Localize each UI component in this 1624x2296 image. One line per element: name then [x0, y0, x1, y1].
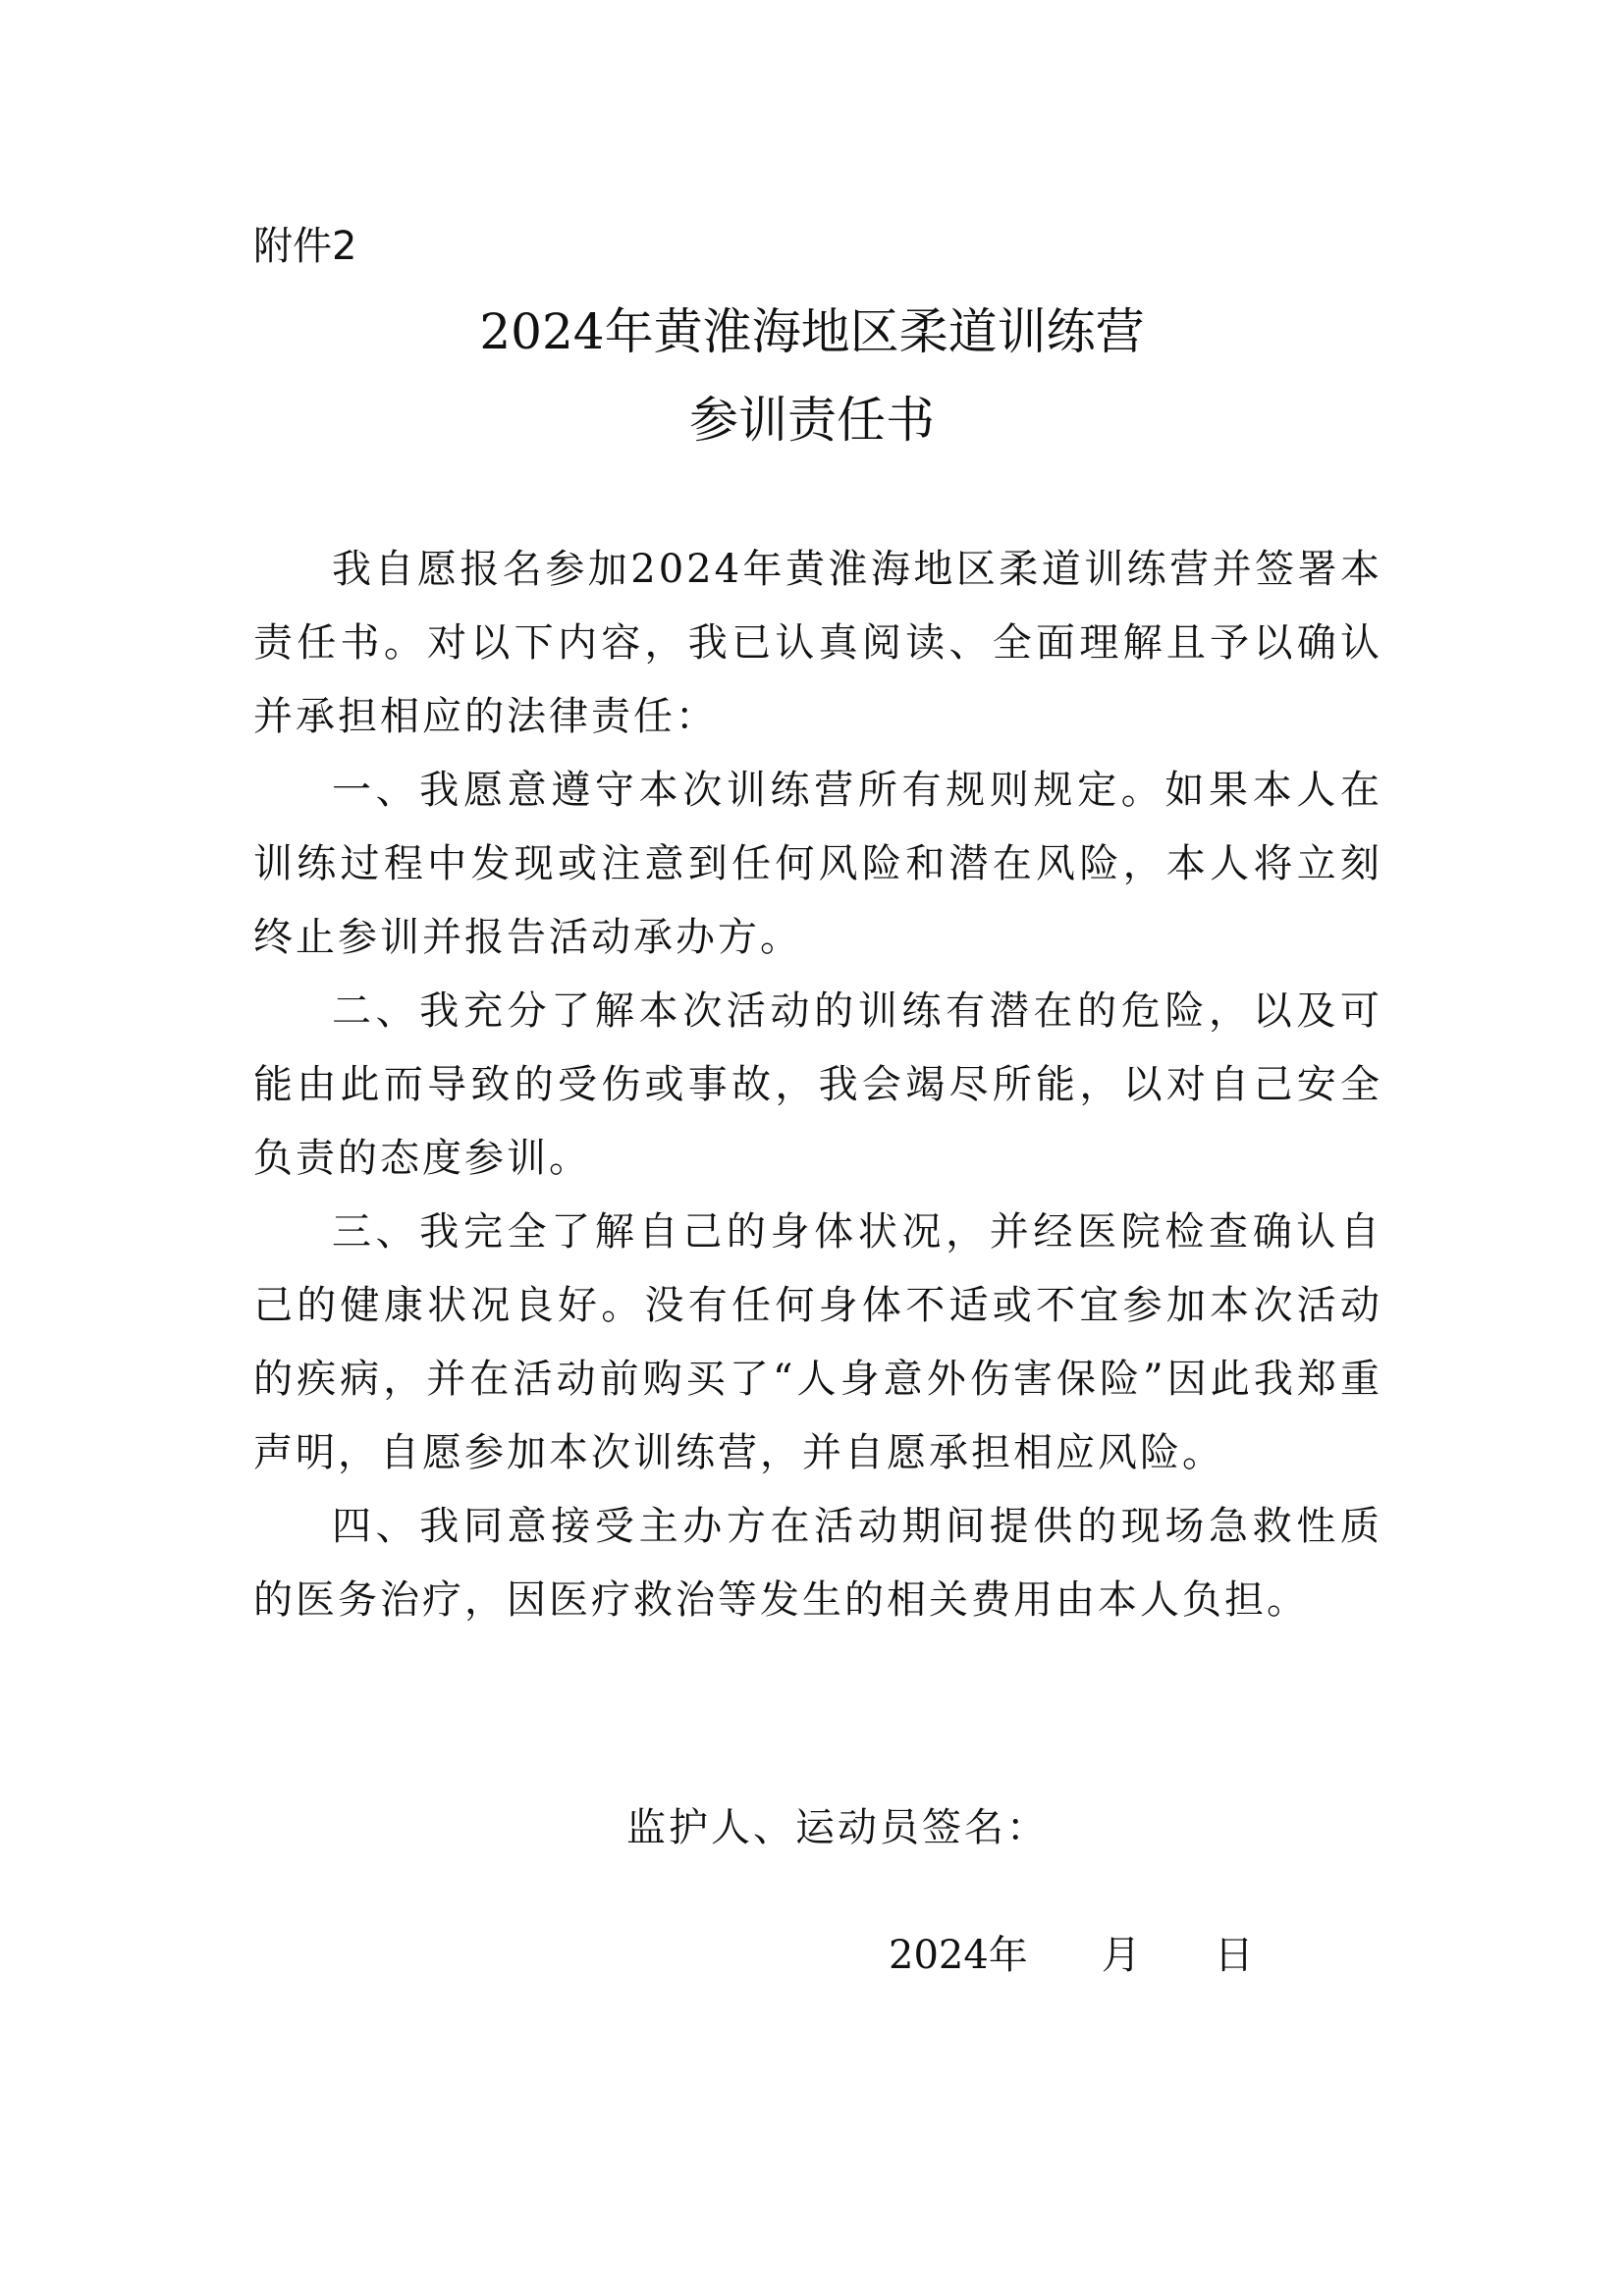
date-day: 日 [1214, 1933, 1254, 1978]
document-body [253, 533, 1382, 1637]
intro-paragraph: 我自愿报名参加2024年黄淮海地区柔道训练营并签署本责任书。对以下内容，我已认真阅读、全面理解且予以确认并承担相应的法律责任： [253, 547, 1382, 739]
document-title-line2: 参训责任书 [689, 392, 935, 449]
signature-label: 监护人、运动员签名： [626, 1805, 1049, 1850]
clause-4: 四、我同意接受主办方在活动期间提供的现场急救性质的医务治疗，因医疗救治等发生的相关费用由本人负担。 [253, 1504, 1382, 1623]
document-title-line1: 2024年黄淮海地区柔道训练营 [479, 303, 1145, 360]
date-year: 2024年 [889, 1933, 1028, 1978]
clause-1: 一、我愿意遵守本次训练营所有规则规定。如果本人在训练过程中发现或注意到任何风险和潜在风险，本人将立刻终止参训并报告活动承办方。 [253, 768, 1382, 960]
clause-3: 三、我完全了解自己的身体状况，并经医院检查确认自己的健康状况良好。没有任何身体不适或不宜参加本次活动的疾病，并在活动前购买了“人身意外伤害保险”因此我郑重声明，自愿参加本次训练营，并自愿承担相应风险。 [253, 1209, 1382, 1475]
clause-2: 二、我充分了解本次活动的训练有潜在的危险，以及可能由此而导致的受伤或事故，我会竭尽所能，以对自己安全负责的态度参训。 [253, 988, 1382, 1181]
date-line [889, 1929, 1254, 1982]
date-month: 月 [1101, 1933, 1141, 1978]
attachment-label: 附件2 [253, 224, 357, 269]
